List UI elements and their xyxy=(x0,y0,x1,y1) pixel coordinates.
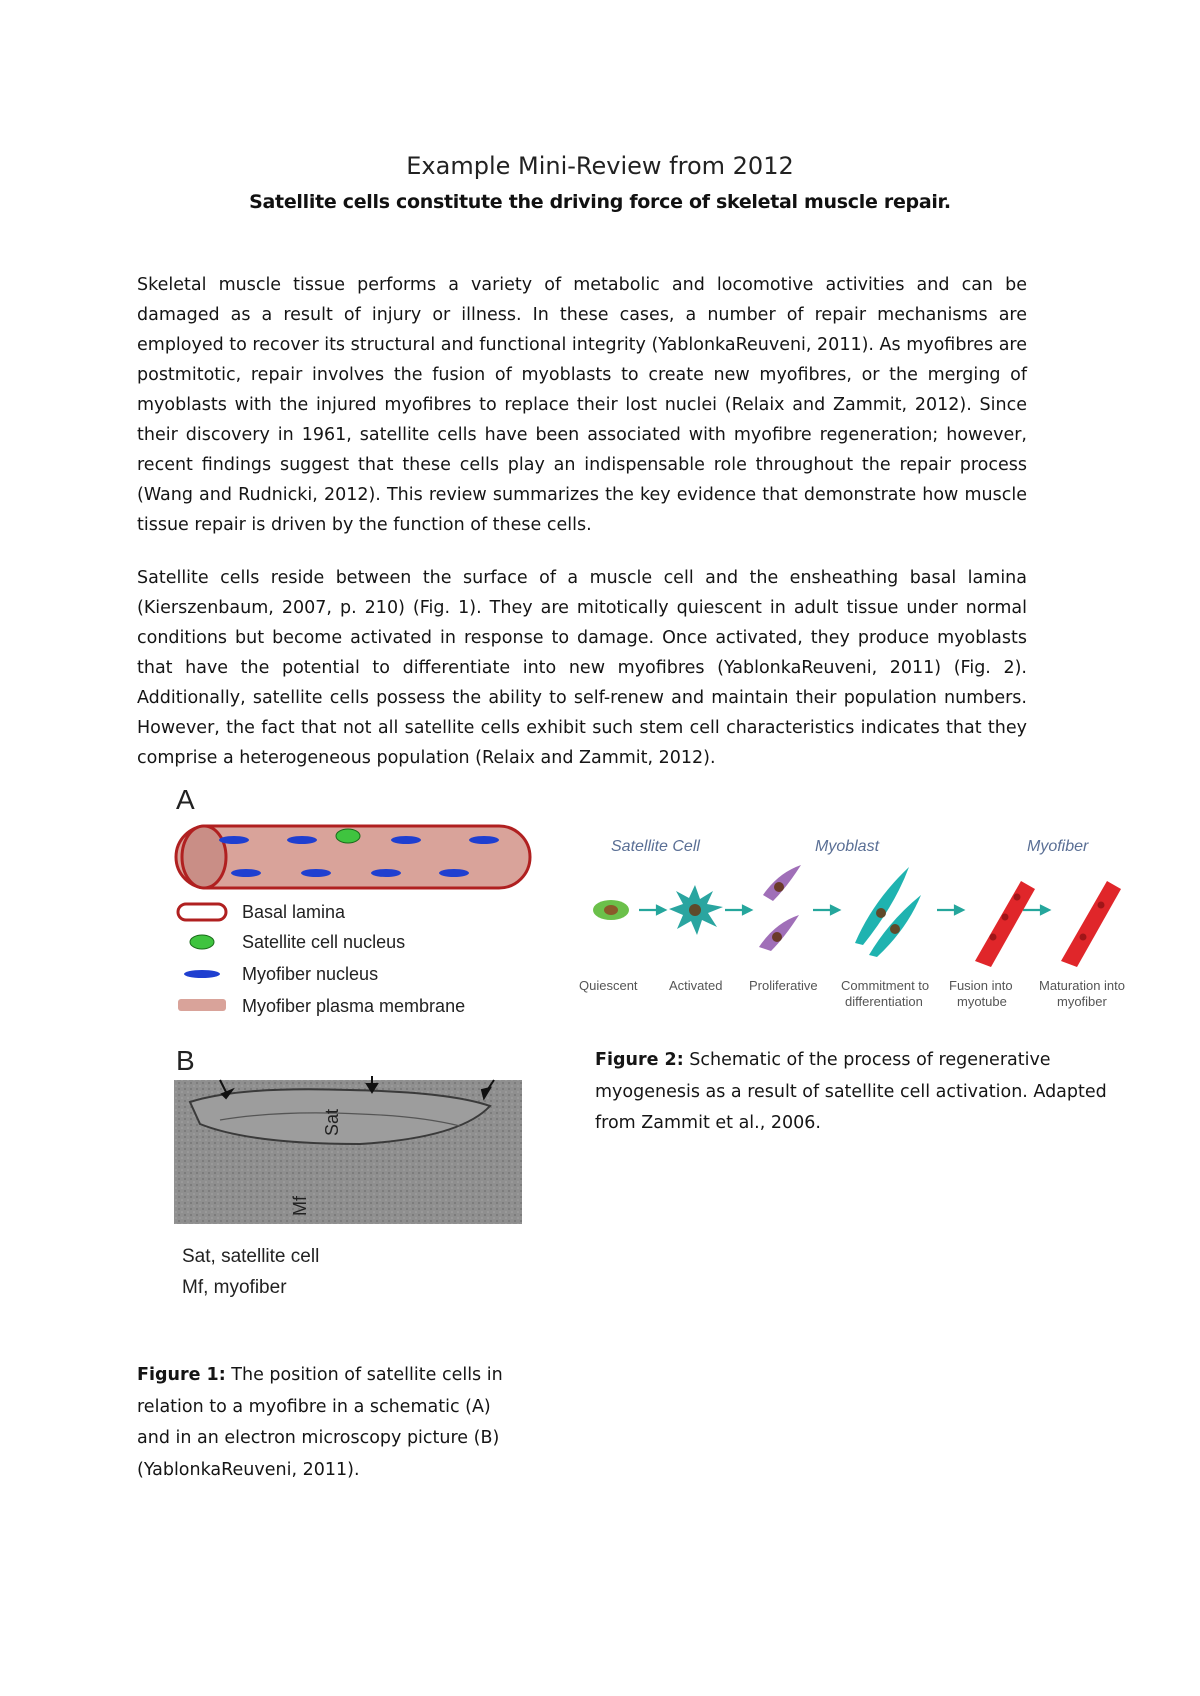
legend-swatch-satellite xyxy=(190,935,214,949)
panel-b-label: B xyxy=(176,1045,195,1076)
header-myoblast: Myoblast xyxy=(815,838,880,855)
figure-2-caption-label: Figure 2: xyxy=(595,1050,684,1070)
mature-myofiber xyxy=(1061,881,1121,967)
figure-2-caption xyxy=(595,1045,1135,1140)
figure-1-caption-text: The position of satellite cells in relation to a myofibre in a schematic (A) and in an electron microscopy picture (B) (YablonkaReuveni, 2011). xyxy=(137,1365,503,1480)
stage-activated: Activated xyxy=(669,978,723,993)
micrograph-label-sat: Sat xyxy=(322,1108,342,1136)
body-paragraph-1: Skeletal muscle tissue performs a variety of metabolic and locomotive activities and can be damaged as a result of injury or illness. In these cases, a number of repair mechanisms are employed to recover its structural and functional integrity (YablonkaReuveni, 2011). As myofibres are postmitotic, repair involves the fusion of myoblasts to create new myofibres, or the merging of myoblasts with the injured myofibres to replace their lost nuclei (Relaix and Zammit, 2012). Since their discovery in 1961, satellite cells have been associated with myofibre regeneration; however, recent findings suggest that these cells play an indispensable role throughout the repair process (Wang and Rudnicki, 2012). This review summarizes the key evidence that demonstrate how muscle tissue repair is driven by the function of these cells. xyxy=(137,275,1027,535)
figure-1a-schematic xyxy=(160,780,560,1025)
figure-2-caption-text: Schematic of the process of regenerative myogenesis as a result of satellite cell activation. Adapted from Zammit et al., 2006. xyxy=(595,1050,1107,1133)
stage-fusion-1: Fusion into xyxy=(949,978,1013,993)
legend-satellite-nucleus: Satellite cell nucleus xyxy=(242,932,406,952)
header-myofiber: Myofiber xyxy=(1027,838,1089,855)
figure-1b-micrograph xyxy=(160,1040,525,1310)
figure-1-caption-label: Figure 1: xyxy=(137,1365,226,1385)
body-paragraph-2: Satellite cells reside between the surface of a muscle cell and the ensheathing basal lamina (Kierszenbaum, 2007, p. 210) (Fig. 1). They are mitotically quiescent in adult tissue under normal conditions but become activated in response to damage. Once activated, they produce myoblasts that have the potential to differentiate into new myofibres (YablonkaReuveni, 2011) (Fig. 2). Additionally, satellite cells possess the ability to self-renew and maintain their population numbers. However, the fact that not all satellite cells exhibit such stem cell characteristics indicates that they comprise a heterogeneous population (Relaix and Zammit, 2012). xyxy=(137,568,1027,768)
page-subtitle: Satellite cells constitute the driving force of skeletal muscle repair. xyxy=(249,191,951,213)
page-title: Example Mini-Review from 2012 xyxy=(406,152,794,180)
micrograph-label-mf: Mf xyxy=(290,1196,310,1216)
myotube xyxy=(975,881,1035,967)
legend-swatch-myofiber-nucleus xyxy=(184,970,220,978)
abbrev-sat: Sat, satellite cell xyxy=(182,1246,320,1267)
stage-commitment-1: Commitment to xyxy=(841,978,930,993)
stage-commitment-2: differentiation xyxy=(845,994,923,1009)
legend-basal-lamina: Basal lamina xyxy=(242,902,346,922)
stage-maturation-1: Maturation into xyxy=(1039,978,1125,993)
legend-myofiber-nucleus: Myofiber nucleus xyxy=(242,964,379,984)
myofiber-end xyxy=(182,826,226,888)
legend-plasma-membrane: Myofiber plasma membrane xyxy=(242,996,466,1016)
stage-fusion-2: myotube xyxy=(957,994,1007,1009)
stage-maturation-2: myofiber xyxy=(1057,994,1107,1009)
abbrev-mf: Mf, myofiber xyxy=(182,1277,287,1298)
legend-swatch-basal-lamina xyxy=(178,904,226,920)
legend-swatch-membrane xyxy=(178,999,226,1011)
figure-2-schematic xyxy=(573,825,1128,1020)
stage-quiescent: Quiescent xyxy=(579,978,638,993)
panel-a-label: A xyxy=(176,784,195,815)
figure-1-caption xyxy=(137,1360,507,1486)
stage-proliferative: Proliferative xyxy=(749,978,818,993)
satellite-cell-nucleus xyxy=(336,829,360,843)
committed-cell-1 xyxy=(855,867,909,945)
header-satellite-cell: Satellite Cell xyxy=(611,838,700,855)
